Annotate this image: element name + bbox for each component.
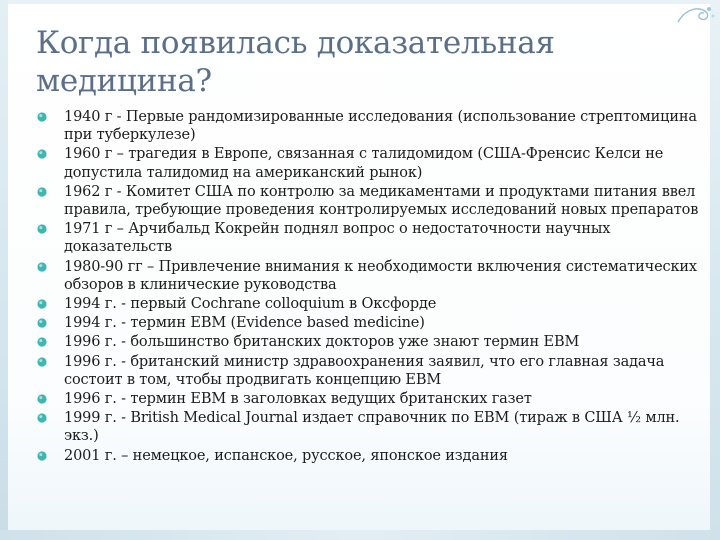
list-item — [32, 390, 704, 408]
list-item — [32, 295, 704, 313]
frame-bottom-border — [0, 530, 720, 540]
circle-bullet-icon — [37, 299, 47, 309]
circle-bullet-icon — [37, 318, 47, 328]
circle-bullet-icon — [37, 112, 47, 122]
list-item-text: 1971 г – Арчибальд Кокрейн поднял вопрос о недостаточности научных доказательств — [64, 221, 611, 256]
list-item-text: 1962 г - Комитет США по контролю за медикаментами и продуктами питания ввел правила, требующие проведения контролируемых исследований новых препаратов — [64, 183, 699, 219]
list-item — [32, 220, 704, 256]
circle-bullet-icon — [37, 451, 47, 461]
list-item — [32, 353, 704, 389]
list-item — [32, 409, 704, 445]
list-item — [32, 314, 704, 332]
circle-bullet-icon — [37, 149, 47, 159]
list-item-text: 1996 г. - термин EBM в заголовках ведущих британских газет — [64, 391, 532, 408]
slide-title: Когда появилась доказательная медицина? — [36, 25, 555, 99]
list-item — [32, 333, 704, 351]
list-item-text: 1994 г. - термин EBM (Evidence based medicine) — [64, 315, 425, 332]
bullet-list — [32, 108, 704, 466]
circle-bullet-icon — [37, 357, 47, 367]
circle-bullet-icon — [37, 337, 47, 347]
list-item-text: 1994 г. - первый Cochrane colloquium в Оксфорде — [64, 296, 437, 313]
list-item-text: 1940 г - Первые рандомизированные исследования (использование стрептомицина при туберкулезе) — [64, 109, 697, 144]
list-item — [32, 183, 704, 219]
circle-bullet-icon — [37, 394, 47, 404]
list-item-text: 1980-90 гг – Привлечение внимания к необходимости включения систематических обзоров в клинические руководства — [64, 258, 697, 293]
circle-bullet-icon — [37, 224, 47, 234]
frame-right-border — [710, 0, 720, 540]
list-item — [32, 108, 704, 144]
list-item — [32, 258, 704, 294]
list-item — [32, 145, 704, 181]
circle-bullet-icon — [37, 262, 47, 272]
frame-top-border — [0, 0, 720, 4]
circle-bullet-icon — [37, 413, 47, 423]
list-item — [32, 447, 704, 465]
list-item-text: 2001 г. – немецкое, испанское, русское, японское издания — [64, 447, 508, 464]
list-item-text: 1996 г. - большинство британских докторов уже знают термин EBM — [64, 334, 580, 351]
circle-bullet-icon — [37, 187, 47, 197]
list-item-text: 1999 г. - British Medical Journal издает справочник по EBM (тираж в США ½ млн. экз.) — [64, 410, 680, 445]
frame-left-border — [0, 0, 8, 540]
list-item-text: 1960 г – трагедия в Европе, связанная с талидомидом (США-Френсис Келси не допустила талидомид на американский рынок) — [64, 146, 664, 181]
corner-swirl-ornament — [676, 4, 716, 26]
list-item-text: 1996 г. - британский министр здравоохранения заявил, что его главная задача состоит в том, чтобы продвигать концепцию EBM — [64, 353, 665, 388]
